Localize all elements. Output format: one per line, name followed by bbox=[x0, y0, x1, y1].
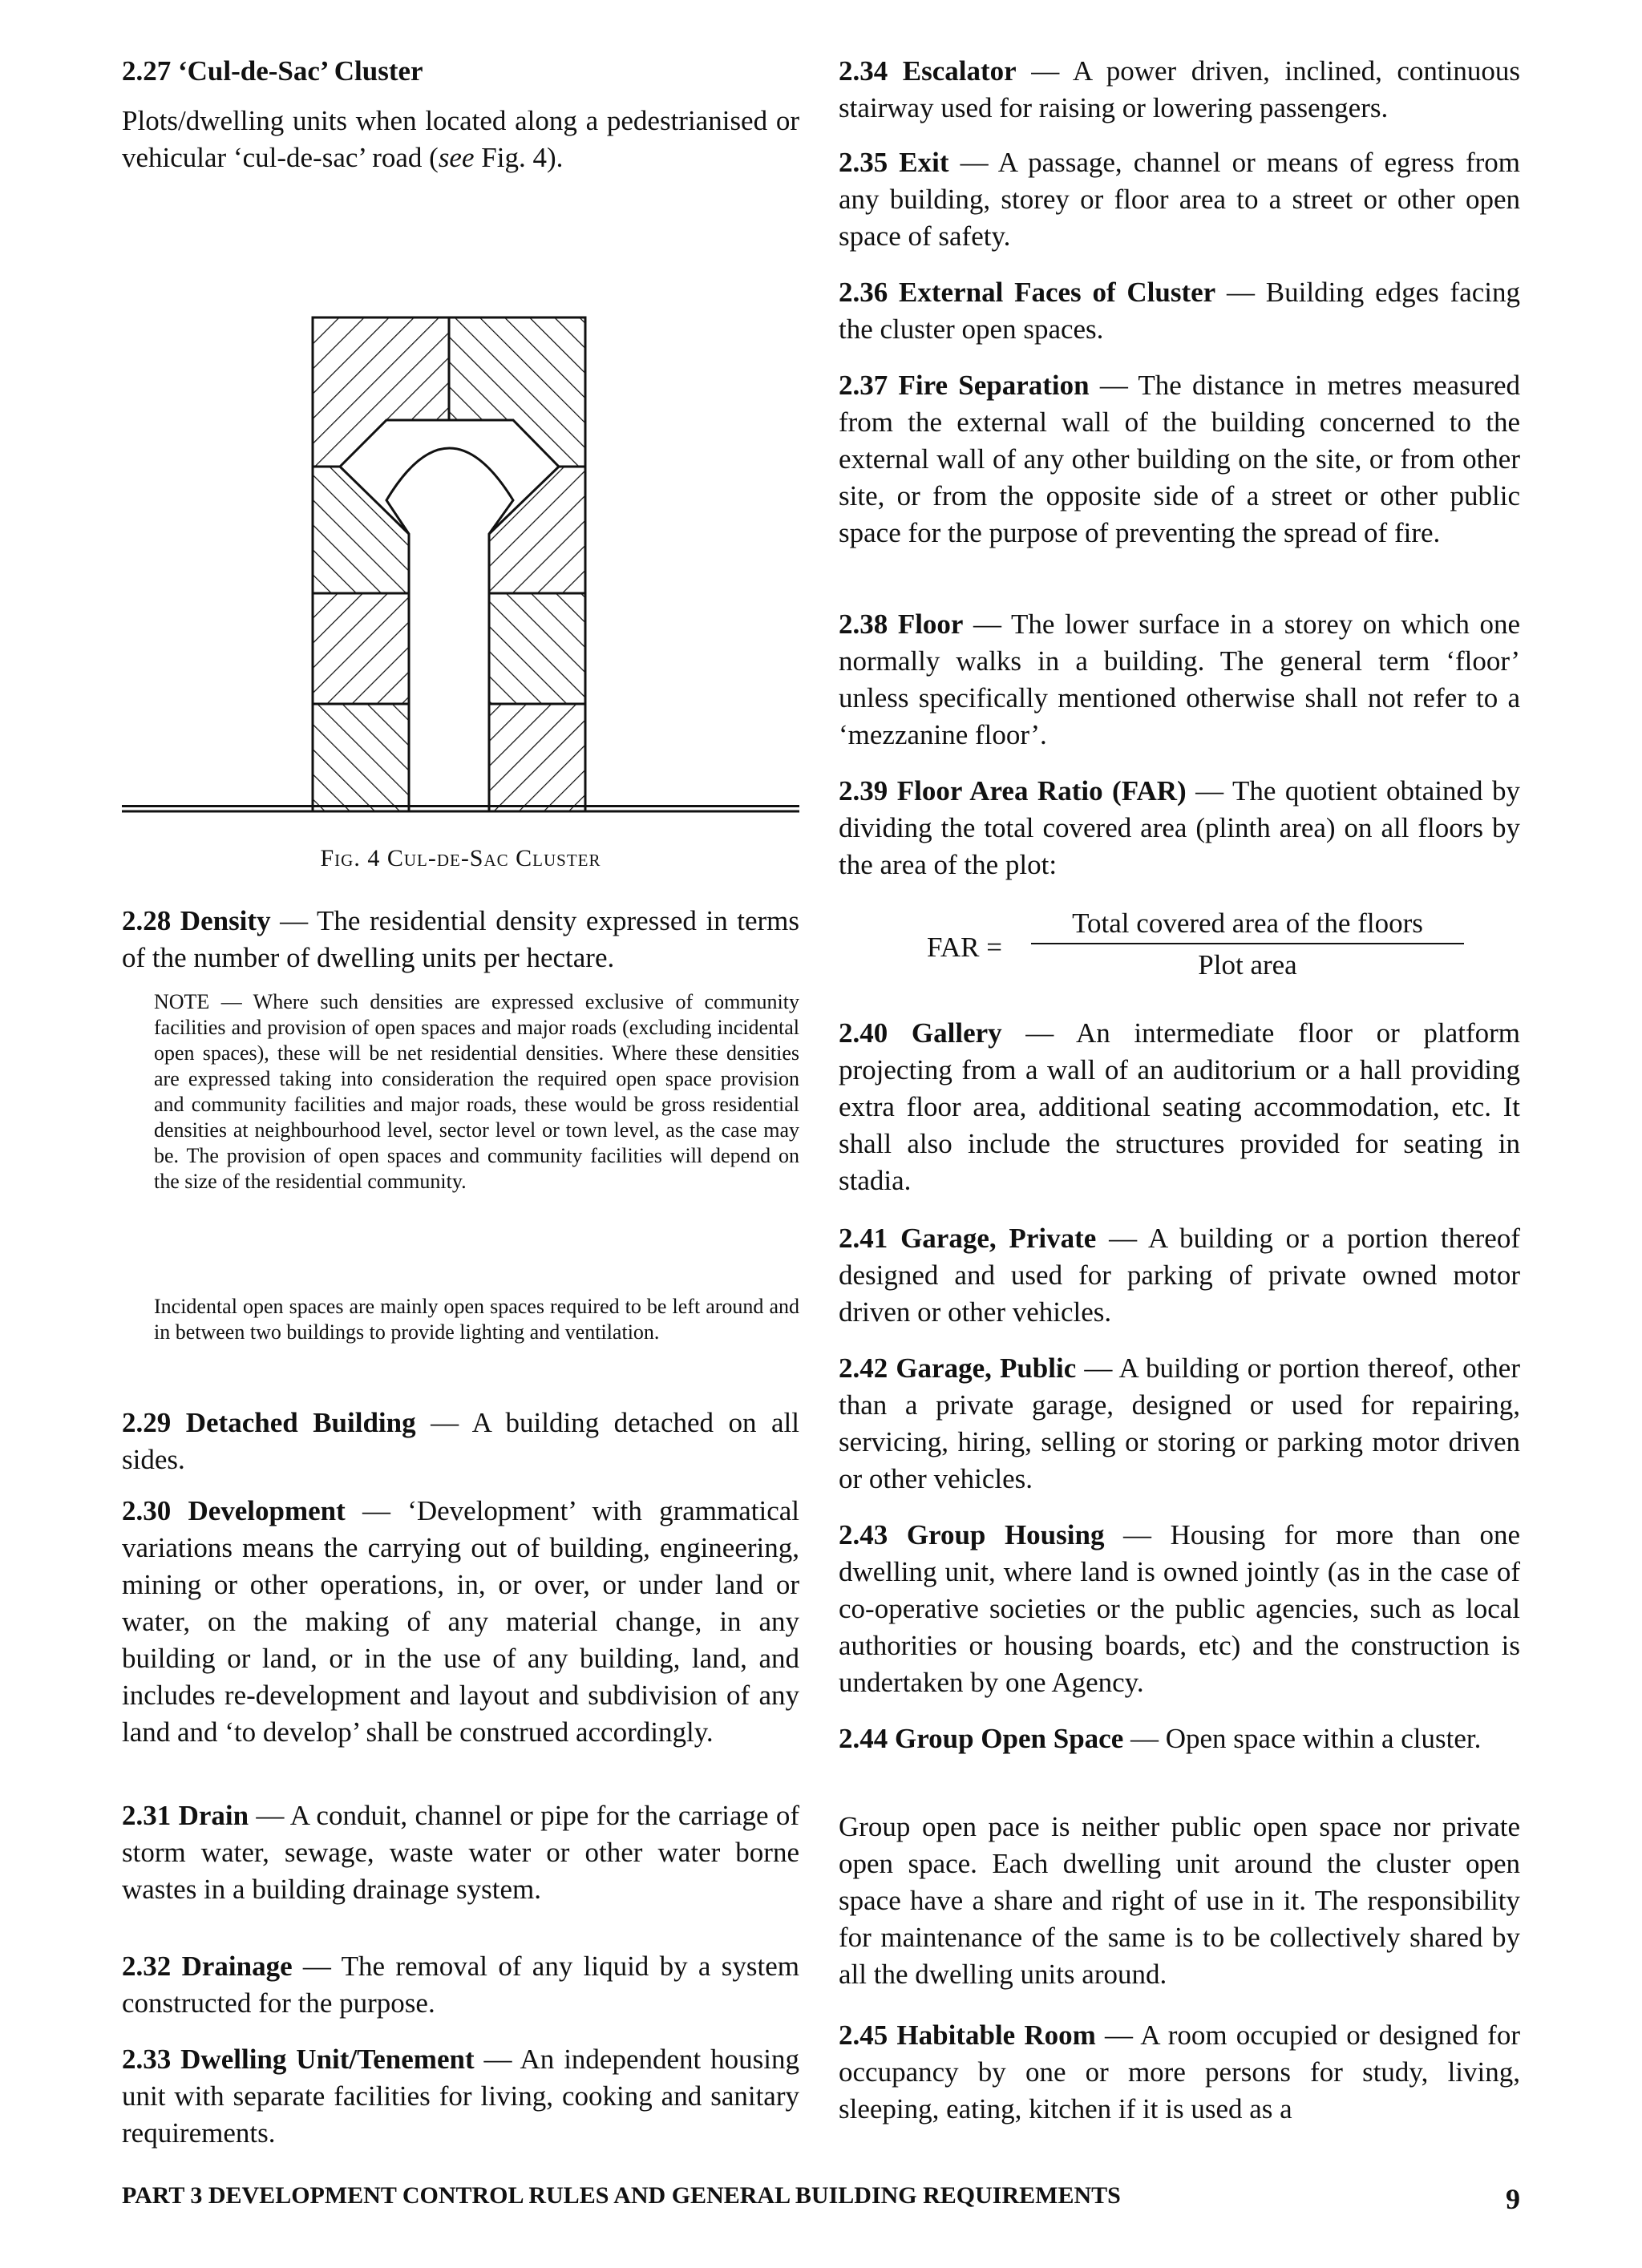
section-2-41: 2.41 Garage, Private — A building or a portion thereof designed and used for parking of private owned motor driven or other vehicles. bbox=[839, 1223, 1520, 1328]
section-2-27 bbox=[122, 53, 799, 176]
note-paragraph: NOTE — Where such densities are expressed exclusive of community facilities and provision of open spaces and major roads (excluding incidental open spaces), these will be net residential densities. Where these densities are expressed taking into consideration the required open space provision and community facilities and major roads, these would be gross residential densities at neighbourhood level, sector level or town level, as the case may be. The provision of open spaces and community facilities will depend on the size of the residential community. bbox=[154, 990, 799, 1193]
figure-caption: Fig. 4 Cul-de-Sac Cluster bbox=[320, 845, 601, 871]
section-2-39: 2.39 Floor Area Ratio (FAR) — The quotient obtained by dividing the total covered area (plinth area) on all floors by the area of the plot: bbox=[839, 775, 1520, 880]
section-2-32: 2.32 Drainage — The removal of any liquid by a system constructed for the purpose. bbox=[122, 1951, 799, 2019]
formula-lhs: FAR = bbox=[927, 932, 1002, 963]
formula-denominator: Plot area bbox=[1198, 949, 1297, 980]
section-2-33: 2.33 Dwelling Unit/Tenement — An independent housing unit with separate facilities for living, cooking and sanitary requirements. bbox=[122, 2044, 800, 2149]
cul-de-sac-figure bbox=[122, 260, 799, 853]
section-2-30: 2.30 Development — ‘Development’ with grammatical variations means the carrying out of building, engineering, mining or other operations, in, or over, or under land or water, on the making of any material change, in any building or land, or in the use of any building, land, and includes re-development and layout and subdivision of any land and ‘to develop’ shall be construed accordingly. bbox=[122, 1495, 799, 1748]
section-2-44-paragraph: Group open pace is neither public open space nor private open space. Each dwelling unit around the cluster open space have a share and right of use in it. The responsibility for maintenance of the same is to be collectively shared by all the dwelling units around. bbox=[839, 1811, 1520, 1990]
dwelling-unit bbox=[313, 704, 409, 811]
section-2-29: 2.29 Detached Building — A building detached on all sides. bbox=[122, 1407, 799, 1475]
figure-rule bbox=[122, 805, 799, 807]
section-2-43: 2.43 Group Housing — Housing for more than one dwelling unit, where land is owned jointly (as in the case of co-operative societies or the public agencies, such as local authorities or housing boards, etc) and the construction is undertaken by one Agency. bbox=[839, 1519, 1521, 1698]
section-body: Plots/dwelling units when located along a pedestrianised or vehicular ‘cul-de-sac’ road (see Fig. 4). bbox=[122, 105, 799, 173]
far-formula bbox=[927, 908, 1472, 988]
dwelling-unit bbox=[489, 704, 585, 811]
dwelling-unit bbox=[313, 593, 409, 704]
dwelling-unit bbox=[449, 317, 585, 467]
section-2-38: 2.38 Floor — The lower surface in a storey on which one normally walks in a building. The general term ‘floor’ unless specifically mentioned otherwise shall not refer to a ‘mezzanine floor’. bbox=[839, 608, 1521, 750]
dwelling-unit bbox=[489, 593, 585, 704]
section-2-35: 2.35 Exit — A passage, channel or means of egress from any building, storey or floor area to a street or other open space of safety. bbox=[839, 147, 1521, 252]
section-2-40: 2.40 Gallery — An intermediate floor or platform projecting from a wall of an auditorium or a hall providing extra floor area, additional seating accommodation, etc. It shall also include the structures provided for seating in stadia. bbox=[839, 1017, 1520, 1196]
formula-fraction bbox=[1031, 908, 1464, 981]
page-number: 9 bbox=[1506, 2183, 1520, 2215]
section-2-36: 2.36 External Faces of Cluster — Building edges facing the cluster open spaces. bbox=[839, 277, 1521, 345]
dwelling-unit bbox=[313, 317, 449, 467]
dwelling-unit bbox=[313, 467, 409, 593]
note-paragraph: Incidental open spaces are mainly open spaces required to be left around and in between two buildings to provide lighting and ventilation. bbox=[154, 1295, 799, 1344]
formula-numerator: Total covered area of the floors bbox=[1031, 908, 1464, 944]
footer-title: PART 3 DEVELOPMENT CONTROL RULES AND GENERAL BUILDING REQUIREMENTS bbox=[122, 2182, 1121, 2209]
section-2-34: 2.34 Escalator — A power driven, inclined, continuous stairway used for raising or lowering passengers. bbox=[839, 55, 1521, 123]
section-2-37: 2.37 Fire Separation — The distance in metres measured from the external wall of the building concerned to the external wall of any other building on the site, or from other site, or from the opposite side of a street or other public space for the purpose of preventing the spread of fire. bbox=[839, 370, 1521, 548]
section-2-31: 2.31 Drain — A conduit, channel or pipe for the carriage of storm water, sewage, waste water or other water borne wastes in a building drainage system. bbox=[122, 1800, 800, 1905]
section-2-28: 2.28 Density — The residential density expressed in terms of the number of dwelling units per hectare. bbox=[122, 905, 799, 973]
section-2-45: 2.45 Habitable Room — A room occupied or designed for occupancy by one or more persons for study, living, sleeping, eating, kitchen if it is used as a bbox=[839, 2019, 1520, 2124]
section-heading: 2.27 ‘Cul-de-Sac’ Cluster bbox=[122, 55, 423, 87]
section-2-44: 2.44 Group Open Space — Open space within a cluster. bbox=[839, 1723, 1482, 1754]
section-2-42: 2.42 Garage, Public — A building or portion thereof, other than a private garage, designed or used for repairing, servicing, hiring, selling or storing or parking motor driven or other vehicles. bbox=[839, 1352, 1520, 1494]
